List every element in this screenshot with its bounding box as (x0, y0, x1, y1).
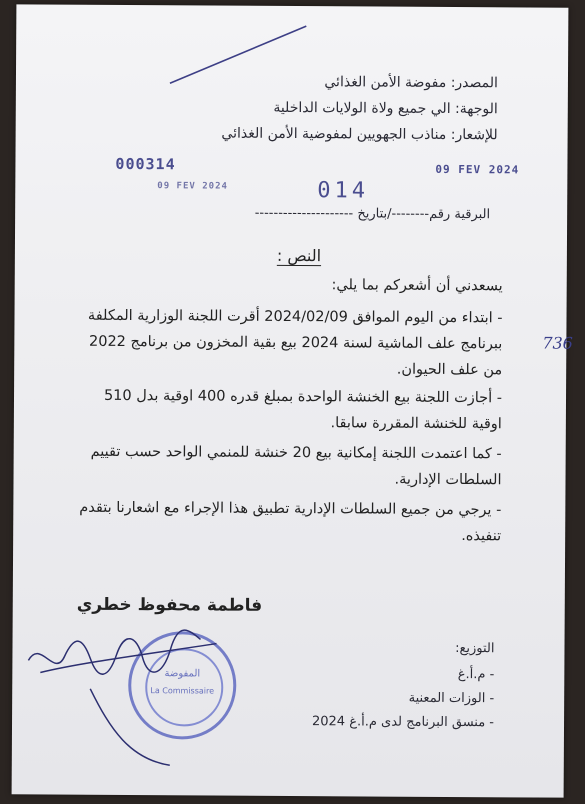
document-page (12, 4, 573, 797)
date-stamp-left: 09 FEV 2024 (157, 181, 228, 192)
seal-french-text: La Commissaire (150, 686, 215, 696)
reference-line: البرقية رقم--------/بتاريخ --------------------- (254, 205, 491, 223)
pen-stroke (166, 19, 316, 90)
header-cc: للإشعار: مناذب الجهويين لمفوضية الأمن الغذائي (221, 125, 498, 144)
header-recipient: الوجهة: الي جميع ولاة الولايات الداخلية (273, 99, 498, 118)
distribution-item-3: - منسق البرنامج لدى م.أ.غ 2024 (311, 714, 495, 731)
signer-name: فاطمة محفوظ خطري (76, 594, 263, 616)
distribution-item-2: - الوزات المعنية (408, 690, 495, 707)
distribution-title: التوزيع: (455, 641, 495, 657)
body-paragraph-2: - أجازت اللجنة بيع الخنشة الواحدة بمبلغ قدره 400 اوقية بدل 510 اوقية للخنشة المقررة سابقا. (103, 387, 503, 433)
text-title: النص : (276, 245, 322, 266)
seal-arabic-text: المفوضة (164, 668, 201, 680)
body-intro: يسعدني أن أشعركم بما يلي: (331, 277, 503, 295)
body-paragraph-4: - يرجي من جميع السلطات الإدارية تطبيق هذا الإجراء مع اشعارنا بتقدم تنفيذه. (79, 499, 502, 545)
handwritten-signature (20, 618, 231, 769)
serial-stamp: 000314 (115, 154, 176, 174)
margin-note: 736 (542, 333, 573, 353)
body-paragraph-1: - ابتداء من اليوم الموافق 2024/02/09 أقرت اللجنة الوزارية المكلفة ببرنامج علف الماشية لسنة 2024 بيع بقية المخزون من برنامج 2022 من علف الحيوان. (87, 307, 503, 379)
reference-number: 014 (317, 178, 370, 204)
date-stamp-right: 09 FEV 2024 (435, 162, 520, 177)
header-source: المصدر: مفوضة الأمن الغذائي (324, 74, 498, 92)
distribution-item-1: - م.أ.غ (457, 667, 495, 683)
body-paragraph-3: - كما اعتمدت اللجنة إمكانية بيع 20 خنشة للمنمي الواحد حسب تقييم السلطات الإدارية. (90, 443, 502, 489)
